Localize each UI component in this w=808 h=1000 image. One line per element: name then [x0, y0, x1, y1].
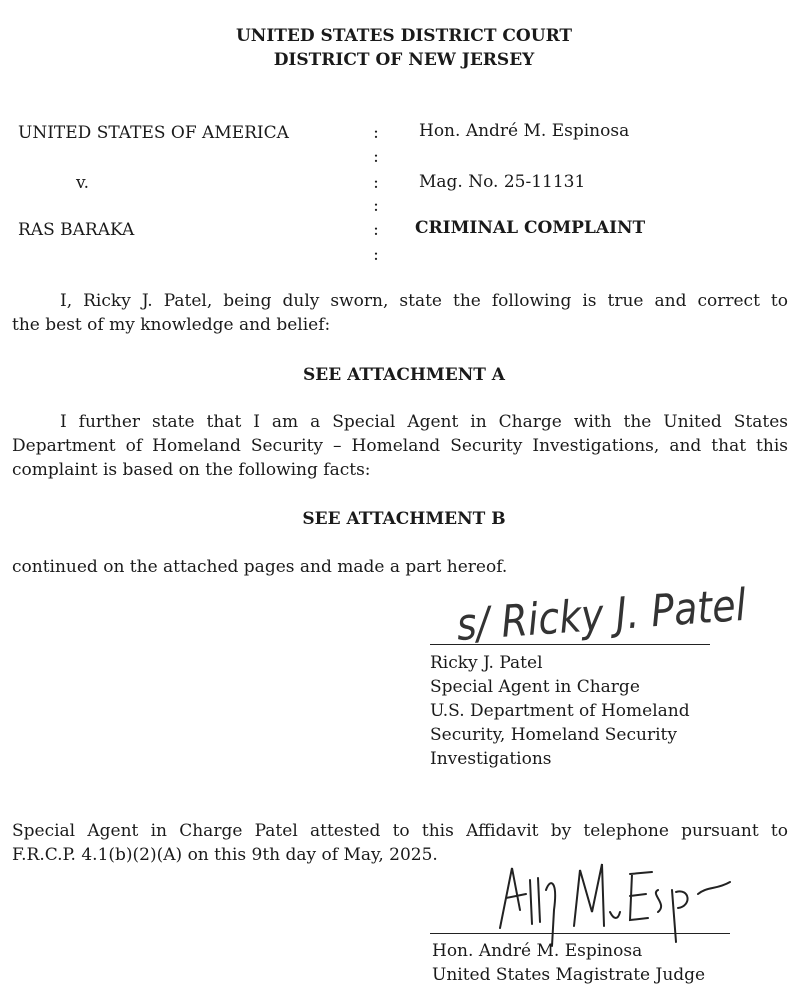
paragraph-line: Department of Homeland Security – Homeland Security Investigations, and that this	[12, 436, 788, 456]
caption-versus: v.	[76, 173, 89, 193]
affiant-agency-line: U.S. Department of Homeland	[430, 701, 690, 721]
affiant-agency-line: Investigations	[430, 749, 552, 769]
paragraph-line: F.R.C.P. 4.1(b)(2)(A) on this 9th day of May, 2025.	[12, 845, 438, 865]
magistrate-title: United States Magistrate Judge	[432, 965, 706, 985]
affiant-signature-line	[430, 644, 710, 645]
sworn-statement-paragraph	[12, 289, 788, 337]
magistrate-signature-line	[430, 933, 730, 934]
paragraph-line: Special Agent in Charge Patel attested to this Affidavit by telephone pursuant to	[12, 821, 788, 841]
court-name: UNITED STATES DISTRICT COURT	[235, 26, 573, 46]
affiant-title: Special Agent in Charge	[430, 677, 640, 697]
paragraph-line: I further state that I am a Special Agent in Charge with the United States	[60, 412, 788, 432]
caption-separator: :	[373, 245, 379, 265]
affiant-signature	[440, 570, 793, 651]
attachment-b-heading: SEE ATTACHMENT B	[302, 509, 506, 529]
caption-separator: :	[373, 196, 379, 216]
caption-separator: :	[373, 123, 379, 143]
magistrate-block	[432, 939, 705, 987]
attachment-a-heading: SEE ATTACHMENT A	[303, 365, 505, 385]
magistrate-signature	[480, 850, 740, 950]
paragraph-line: the best of my knowledge and belief:	[12, 315, 331, 335]
paragraph-line: I, Ricky J. Patel, being duly sworn, state the following is true and correct to	[60, 291, 788, 311]
affiant-signature-text: s/ Ricky J. Patel	[454, 576, 793, 651]
caption-separator: :	[373, 220, 379, 240]
caption-document-type: CRIMINAL COMPLAINT	[415, 218, 646, 238]
affiant-name: Ricky J. Patel	[430, 653, 543, 673]
affiant-agency-line: Security, Homeland Security	[430, 725, 677, 745]
caption-case-number: Mag. No. 25-11131	[419, 172, 586, 192]
agent-statement-paragraph	[12, 410, 788, 482]
magistrate-name: Hon. André M. Espinosa	[432, 941, 643, 961]
continued-statement: continued on the attached pages and made a part hereof.	[12, 557, 508, 577]
court-district: DISTRICT OF NEW JERSEY	[273, 50, 535, 70]
caption-judge: Hon. André M. Espinosa	[419, 121, 630, 141]
caption-separator: :	[373, 147, 379, 167]
paragraph-line: complaint is based on the following facts:	[12, 460, 371, 480]
affiant-block	[430, 651, 690, 771]
caption-defendant: RAS BARAKA	[18, 220, 135, 240]
caption-plaintiff: UNITED STATES OF AMERICA	[18, 123, 289, 143]
caption-separator: :	[373, 173, 379, 193]
